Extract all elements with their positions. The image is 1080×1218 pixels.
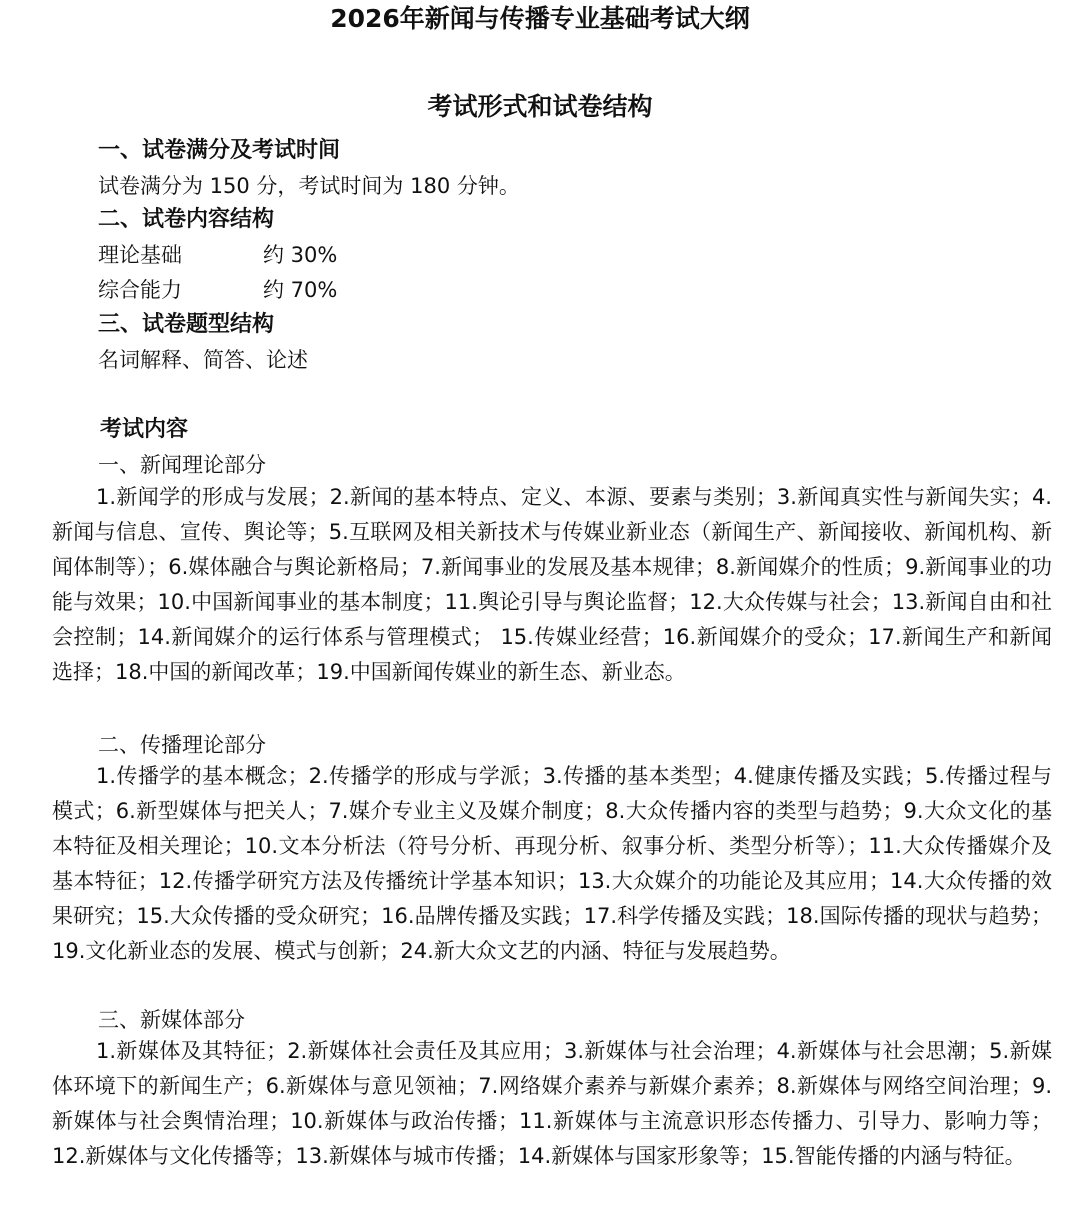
section-new-media-title: 三、新媒体部分 (98, 1008, 245, 1032)
heading-content-structure: 二、试卷内容结构 (98, 207, 275, 232)
question-types-text: 名词解释、简答、论述 (98, 348, 308, 372)
ability-label: 综合能力 (98, 278, 182, 302)
section-title: 考试形式和试卷结构 (427, 92, 653, 121)
theory-label: 理论基础 (98, 243, 182, 267)
heading-score-time: 一、试卷满分及考试时间 (98, 138, 341, 163)
exam-content-heading: 考试内容 (100, 417, 189, 442)
ability-row (98, 276, 338, 304)
document-title: 2026年新闻与传播专业基础考试大纲 (330, 4, 750, 33)
theory-percent: 约 30% (263, 243, 338, 267)
score-time-text: 试卷满分为 150 分，考试时间为 180 分钟。 (98, 174, 520, 198)
ability-percent: 约 70% (263, 278, 338, 302)
section-communication-theory-text: 1.传播学的基本概念；2.传播学的形成与学派；3.传播的基本类型；4.健康传播及实践；5.传播过程与模式；6.新型媒体与把关人；7.媒介专业主义及媒介制度；8.大众传播内容的类型与趋势；9.大众文化的基本特征及相关理论；10.文本分析法（符号分析、再现分析、叙事分析、类型分析等）；11.大众传播媒介及基本特征；12.传播学研究方法及传播统计学基本知识；13.大众媒介的功能论及其应用；14.大众传播的效果研究；15.大众传播的受众研究；16.品牌传播及实践；17.科学传播及实践；18.国际传播的现状与趋势；19.文化新业态的发展、模式与创新；24.新大众文艺的内涵、特征与发展趋势。 (52, 764, 1052, 963)
section-new-media-text: 1.新媒体及其特征；2.新媒体社会责任及其应用；3.新媒体与社会治理；4.新媒体与社会思潮；5.新媒体环境下的新闻生产；6.新媒体与意见领袖；7.网络媒介素养与新媒介素养；8.新媒体与网络空间治理；9.新媒体与社会舆情治理；10.新媒体与政治传播；11.新媒体与主流意识形态传播力、引导力、影响力等；12.新媒体与文化传播等；13.新媒体与城市传播；14.新媒体与国家形象等；15.智能传播的内涵与特征。 (52, 1039, 1052, 1168)
section-communication-theory-title: 二、传播理论部分 (98, 733, 266, 757)
heading-question-types: 三、试卷题型结构 (98, 312, 275, 337)
section-news-theory-title: 一、新闻理论部分 (98, 453, 266, 477)
section-news-theory-text: 1.新闻学的形成与发展；2.新闻的基本特点、定义、本源、要素与类别；3.新闻真实性与新闻失实；4.新闻与信息、宣传、舆论等；5.互联网及相关新技术与传媒业新业态（新闻生产、新闻接收、新闻机构、新闻体制等）；6.媒体融合与舆论新格局；7.新闻事业的发展及基本规律；8.新闻媒介的性质；9.新闻事业的功能与效果；10.中国新闻事业的基本制度；11.舆论引导与舆论监督；12.大众传媒与社会；13.新闻自由和社会控制；14.新闻媒介的运行体系与管理模式； 15.传媒业经营；16.新闻媒介的受众；17.新闻生产和新闻选择；18.中国的新闻改革；19.中国新闻传媒业的新生态、新业态。 (52, 485, 1052, 684)
theory-row (98, 241, 338, 269)
